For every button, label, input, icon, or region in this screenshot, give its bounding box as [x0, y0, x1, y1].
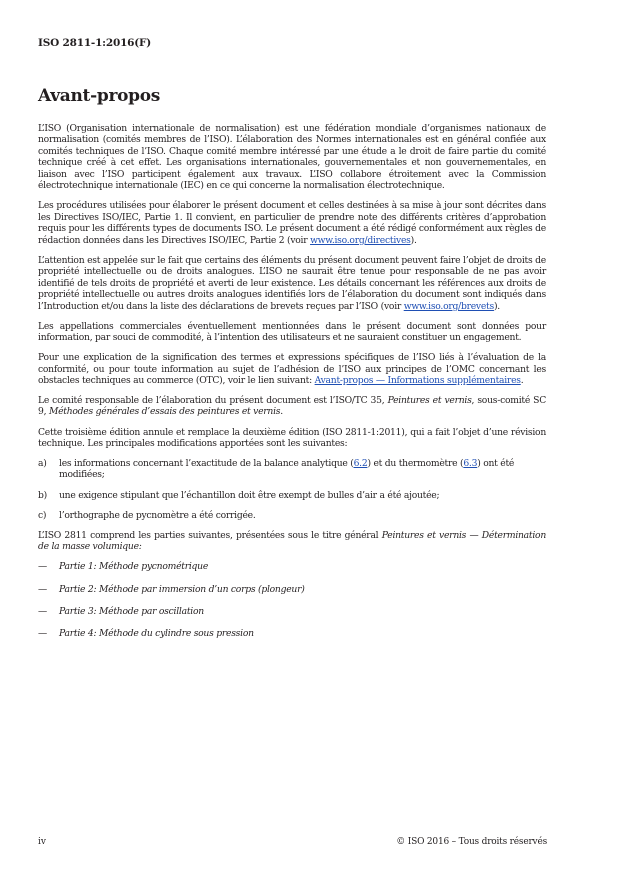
paragraph-text: L’ISO 2811 comprend les parties suivantes, présentées sous le titre général — [38, 529, 382, 541]
paragraph-text: . — [520, 374, 524, 386]
paragraph-conformity — [38, 352, 546, 386]
page-number: iv — [38, 837, 46, 847]
part-item-1 — [38, 561, 546, 572]
section-title: Avant-propos — [38, 86, 161, 106]
paragraph-text: , sous-comité SC 9, — [38, 395, 546, 418]
list-text-part: ) ont été modifiées; — [59, 458, 515, 481]
committee-title: Peintures et vernis — [387, 395, 472, 407]
foreword-body — [38, 123, 546, 651]
document-identifier: ISO 2811-1:2016(F) — [38, 37, 152, 49]
change-item-b — [38, 490, 546, 501]
dash-marker: — — [38, 561, 47, 573]
part-title: Partie 4: Méthode du cylindre sous pression — [59, 628, 254, 640]
patents-link[interactable]: www.iso.org/brevets — [403, 300, 494, 312]
subcommittee-title: Méthodes générales d’essais des peintures et vernis — [48, 406, 281, 418]
part-item-2 — [38, 584, 546, 595]
part-title: Partie 2: Méthode par immersion d’un corps (plongeur) — [59, 583, 305, 595]
list-text — [59, 458, 546, 481]
paragraph-edition: Cette troisième édition annule et remplace la deuxième édition (ISO 2811-1:2011), qui a fait l’objet d’une révision technique. Les principales modifications apportées sont les suivantes: — [38, 426, 546, 449]
paragraph-text: ). — [410, 234, 417, 246]
clause-6-3-link[interactable]: 6.3 — [463, 458, 478, 470]
list-text: l’orthographe de pycnomètre a été corrigée. — [59, 509, 256, 521]
list-marker: a) — [38, 458, 47, 470]
paragraph-text: Pour une explication de la signification des termes et expressions spécifiques de l’ISO liés à l’évaluation de la conformité, ou pour toute information au sujet de l’adhésion de l’ISO aux principes de l’OMC concernant les obstacles techniques au commerce (OTC), voir le lien suivant: — [38, 352, 546, 386]
paragraph-text: ). — [493, 300, 500, 312]
dash-marker: — — [38, 583, 47, 595]
paragraph-text: . — [280, 406, 283, 418]
paragraph-parts-intro — [38, 530, 546, 553]
paragraph-text: L’attention est appelée sur le fait que certains des éléments du présent document peuvent faire l’objet de droits de propriété intellectuelle ou de droits analogues. L’ISO ne saurait être tenue pour responsable de ne pas avoir identifié de tels droits de propriété et averti de leur existence. Les détails concernant les références aux droits de propriété intellectuelle ou autres droits analogues identifiés lors de l’élaboration du document sont indiqués dans l’Introduction et/ou dans la liste des déclarations de brevets reçues par l’ISO (voir — [38, 254, 546, 312]
list-text: une exigence stipulant que l’échantillon doit être exempt de bulles d’air a été ajoutée; — [59, 489, 440, 501]
supplementary-info-link[interactable]: Avant-propos — Informations supplémentaires — [314, 374, 521, 386]
list-text-part: ) et du thermomètre ( — [367, 458, 464, 470]
paragraph-text: Les procédures utilisées pour élaborer le présent document et celles destinées à sa mise à jour sont décrites dans les Directives ISO/IEC, Partie 1. Il convient, en particulier de prendre note des différents critères d’approbation requis pour les différents types de documents ISO. Le présent document a été rédigé conformément aux règles de rédaction données dans les Directives ISO/IEC, Partie 2 (voir — [38, 200, 546, 246]
paragraph-iso-intro: L’ISO (Organisation internationale de normalisation) est une fédération mondiale d’organismes nationaux de normalisation (comités membres de l’ISO). L’élaboration des Normes internationales est en général confiée aux comités techniques de l’ISO. Chaque comité membre intéressé par une étude a le droit de faire partie du comité technique créé à cet effet. Les organisations internationales, gouvernementales et non gouvernementales, en liaison avec l’ISO participent également aux travaux. L’ISO collabore étroitement avec la Commission électrotechnique internationale (IEC) en ce qui concerne la normalisation électrotechnique. — [38, 123, 546, 192]
change-item-c — [38, 510, 546, 521]
paragraph-trade-names: Les appellations commerciales éventuellement mentionnées dans le présent document sont données pour information, par souci de commodité, à l’intention des utilisateurs et ne sauraient constituer un engagement. — [38, 320, 546, 344]
change-item-a — [38, 458, 546, 481]
paragraph-procedures — [38, 200, 546, 246]
paragraph-text: Le comité responsable de l’élaboration du présent document est l’ISO/TC 35, — [38, 395, 388, 407]
list-marker: b) — [38, 489, 47, 501]
dash-marker: — — [38, 606, 47, 618]
paragraph-committee — [38, 395, 546, 418]
series-title: Peintures et vernis — Détermination de la masse volumique — [38, 529, 546, 553]
part-item-4 — [38, 628, 546, 639]
paragraph-patents — [38, 255, 546, 312]
list-text-part: les informations concernant l’exactitude de la balance analytique ( — [59, 458, 354, 470]
part-title: Partie 1: Méthode pycnométrique — [59, 561, 209, 573]
list-marker: c) — [38, 509, 47, 521]
copyright-notice: © ISO 2016 – Tous droits réservés — [396, 837, 547, 847]
part-title: Partie 3: Méthode par oscillation — [59, 606, 204, 618]
paragraph-text: : — [138, 541, 142, 553]
clause-6-2-link[interactable]: 6.2 — [353, 458, 368, 470]
part-item-3 — [38, 606, 546, 617]
directives-link[interactable]: www.iso.org/directives — [310, 234, 411, 246]
dash-marker: — — [38, 628, 47, 640]
